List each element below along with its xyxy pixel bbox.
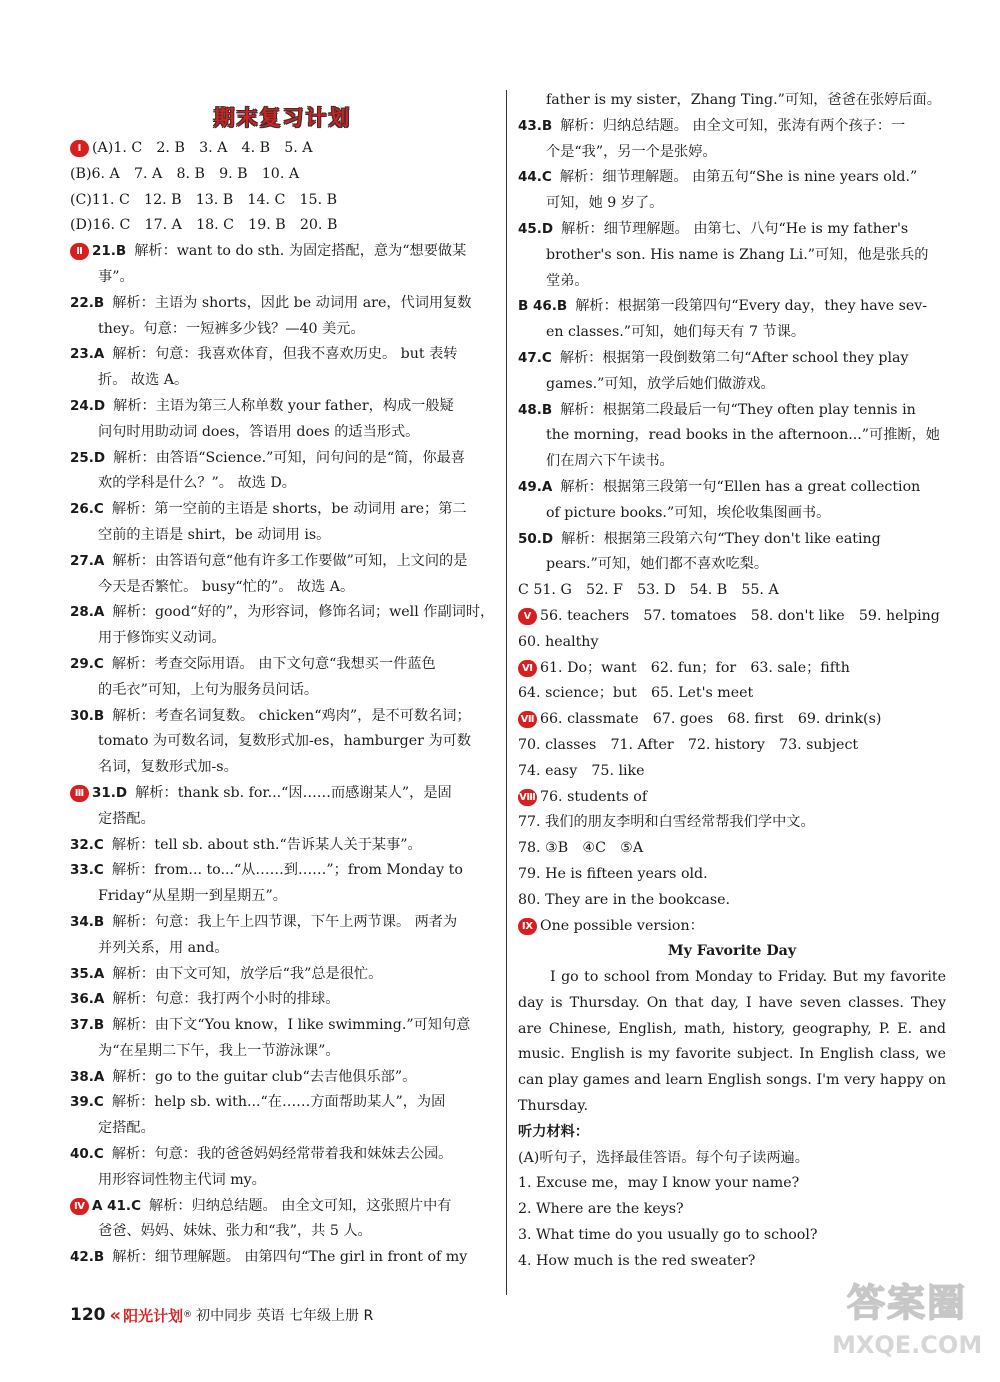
answer-letter: A — [93, 604, 105, 621]
answer-letter: A — [93, 346, 105, 363]
explanation-text: 解析：细节理解题。 由第四句“The girl in front of my — [112, 1249, 468, 1266]
question-number: 31. — [92, 784, 116, 801]
answer-letter: B — [93, 1017, 105, 1034]
answer-line — [70, 549, 495, 575]
line-text: en classes.”可知，她们每天有 7 节课。 — [546, 324, 806, 341]
page-footer — [70, 1300, 373, 1330]
question-number: 21. — [92, 243, 116, 260]
book-info: 初中同步 英语 七年级上册 R — [196, 1308, 374, 1324]
line-text: 个是“我”，另一个是张婷。 — [546, 143, 717, 160]
line-text: tomato 为可数名词，复数形式加-es，hamburger 为可数 — [98, 733, 472, 750]
question-number: 49. — [518, 478, 542, 495]
answer-continuation — [70, 317, 495, 343]
line-text: 折。 故选 A。 — [98, 372, 189, 389]
answer-line — [70, 1090, 495, 1116]
answer-line — [70, 962, 495, 988]
line-text: (D)16. C 17. A 18. C 19. B 20. B — [70, 217, 338, 234]
explanation-text: 解析：第一空前的主语是 shorts，be 动词用 are；第二 — [111, 501, 467, 518]
line-text: 74. easy 75. like — [518, 762, 645, 779]
answer-letter: D — [93, 397, 106, 414]
explanation-text: 解析：句意：我上午上四节课，下午上两节课。 两者为 — [112, 913, 458, 930]
question-number: 50. — [518, 530, 542, 547]
answer-continuation — [70, 1219, 495, 1245]
line-text: Friday“从星期一到星期五”。 — [98, 888, 287, 905]
explanation-text: 解析：help sb. with...“在……方面帮助某人”，为固 — [111, 1094, 446, 1111]
line-text: 爸爸、妈妈、妹妹、张力和“我”，共 5 人。 — [98, 1223, 372, 1240]
section-badge: Ⅰ — [70, 140, 89, 157]
question-number: A 41. — [92, 1197, 132, 1214]
answer-line — [518, 217, 946, 243]
question-number: 48. — [518, 401, 542, 418]
watermark-en: MXQE.COM — [832, 1331, 983, 1359]
section-badge: Ⅴ — [518, 608, 537, 625]
answer-letter: A — [93, 991, 105, 1008]
answer-line — [70, 1245, 495, 1271]
explanation-text: 解析：考查交际用语。 由下文句意“我想买一件蓝色 — [111, 655, 436, 672]
answer-continuation — [518, 372, 946, 398]
answer-line — [70, 833, 495, 859]
essay-body: I go to school from Monday to Friday. But my favorite day is Thursday. On that day, I have seven classes. They are Chinese, English, math, history, geography, P. E. and music. English is my favorite subject. In English class, we can play games and learn English songs. I'm very happy on Thursday. — [518, 969, 946, 1115]
explanation-text: 解析：由下文可知，放学后“我”总是很忙。 — [112, 965, 383, 982]
answer-continuation — [70, 729, 495, 755]
listening-item: 4. How much is the red sweater? — [518, 1252, 756, 1269]
line-text: 66. classmate 67. goes 68. first 69. drink(s) — [540, 711, 882, 728]
answer-letter: B — [541, 401, 553, 418]
line-text: 61. Do；want 62. fun；for 63. sale；fifth — [540, 659, 850, 676]
explanation-text: 解析：主语为第三人称单数 your father，构成一般疑 — [113, 397, 454, 414]
answer-line — [70, 652, 495, 678]
answer-continuation — [518, 552, 946, 578]
explanation-text: 解析：thank sb. for...“因……而感谢某人”，是固 — [135, 784, 452, 801]
answer-line — [70, 446, 495, 472]
answer-letter: C — [93, 836, 104, 853]
answer-line — [518, 914, 946, 940]
line-text: (B)6. A 7. A 8. B 9. B 10. A — [70, 165, 300, 182]
explanation-text: 解析：good“好的”，为形容词，修饰名词；well 作副词时， — [112, 604, 495, 621]
answer-line — [518, 810, 946, 836]
line-text: (C)11. C 12. B 13. B 14. C 15. B — [70, 191, 338, 208]
explanation-text: 解析：由下文“You know，I like swimming.”可知句意 — [112, 1017, 471, 1034]
line-text: 今天是否繁忙。 busy“忙的”。 故选 A。 — [98, 578, 355, 595]
explanation-text: 解析：from... to...“从……到……”；from Monday to — [111, 862, 463, 879]
listening-item: 3. What time do you usually go to school? — [518, 1227, 818, 1244]
question-number: 34. — [70, 913, 94, 930]
answer-continuation — [70, 523, 495, 549]
question-number: 32. — [70, 836, 94, 853]
answer-continuation — [70, 420, 495, 446]
answer-letter: D — [541, 220, 554, 237]
line-text: 定搭配。 — [98, 1120, 155, 1137]
answer-line — [70, 291, 495, 317]
answer-letter: C — [93, 655, 104, 672]
answer-line — [70, 1142, 495, 1168]
line-text: 76. students of — [540, 788, 648, 805]
answer-continuation — [518, 501, 946, 527]
answer-line — [518, 862, 946, 888]
answer-line — [70, 1194, 495, 1220]
line-text: pears.”可知，她们都不喜欢吃梨。 — [546, 556, 769, 573]
right-answer-list — [518, 88, 946, 939]
question-number: 29. — [70, 655, 94, 672]
answer-continuation — [518, 320, 946, 346]
line-text: C 51. G 52. F 53. D 54. B 55. A — [518, 582, 779, 599]
explanation-text: 解析：归纳总结题。 由全文可知，这张照片中有 — [149, 1197, 452, 1214]
explanation-text: 解析：根据第一段倒数第二句“After school they play — [559, 349, 909, 366]
explanation-text: 解析：tell sb. about sth.“告诉某人关于某事”。 — [111, 836, 422, 853]
line-text: 们在周六下午读书。 — [546, 453, 674, 470]
line-text: 欢的学科是什么？”。 故选 D。 — [98, 475, 296, 492]
explanation-text: 解析：根据第二段最后一句“They often play tennis in — [560, 401, 916, 418]
answer-continuation — [70, 755, 495, 781]
column-divider — [506, 90, 507, 1295]
answer-line — [70, 239, 495, 265]
answer-letter: C — [93, 862, 104, 879]
answer-line — [518, 346, 946, 372]
watermark-cn: 答案圈 — [846, 1281, 967, 1325]
section-badge: Ⅲ — [70, 785, 89, 802]
line-text: 79. He is fifteen years old. — [518, 865, 708, 882]
answer-letter: D — [541, 530, 554, 547]
explanation-text: 解析：由答语“Science.”可知，问句问的是“简，你最喜 — [113, 449, 466, 466]
line-text: 的毛衣”可知，上句为服务员问话。 — [98, 681, 319, 698]
answer-continuation — [70, 936, 495, 962]
answer-line — [70, 497, 495, 523]
line-text: brother's son. His name is Zhang Li.”可知，他是张兵的 — [546, 246, 929, 263]
answer-line — [70, 394, 495, 420]
answer-letter: C — [93, 501, 104, 518]
explanation-text: 解析：主语为 shorts，因此 be 动词用 are，代词用复数 — [112, 294, 472, 311]
essay-title: My Favorite Day — [667, 943, 797, 960]
line-text: games.”可知，放学后她们做游戏。 — [546, 375, 775, 392]
explanation-text: 解析：细节理解题。 由第七、八句“He is my father's — [561, 220, 909, 237]
answer-continuation — [70, 368, 495, 394]
explanation-text: 解析：归纳总结题。 由全文可知，张涛有两个孩子：一 — [560, 117, 906, 134]
answer-continuation — [70, 471, 495, 497]
section-badge: Ⅷ — [518, 789, 537, 806]
answer-continuation — [70, 807, 495, 833]
line-text: 并列关系，用 and。 — [98, 939, 229, 956]
answer-line — [518, 294, 946, 320]
question-number: 40. — [70, 1146, 94, 1163]
question-number: 26. — [70, 501, 94, 518]
left-column — [70, 92, 495, 1271]
answer-line — [70, 136, 495, 162]
answer-line — [518, 888, 946, 914]
answer-continuation — [70, 626, 495, 652]
answer-line — [70, 162, 495, 188]
section-badge: Ⅸ — [518, 918, 537, 935]
answer-letter: C — [541, 169, 552, 186]
answer-line — [518, 398, 946, 424]
question-number: 23. — [70, 346, 94, 363]
answer-continuation — [518, 191, 946, 217]
explanation-text: 解析：由答语句意“他有许多工作要做”可知，上文问的是 — [112, 552, 468, 569]
explanation-text: 解析：根据第三段第六句“They don't like eating — [561, 530, 881, 547]
answer-continuation — [518, 243, 946, 269]
question-number: 36. — [70, 991, 94, 1008]
answer-line — [70, 342, 495, 368]
explanation-text: 解析：go to the guitar club“去吉他俱乐部”。 — [112, 1068, 417, 1085]
line-text: (A)1. C 2. B 3. A 4. B 5. A — [92, 140, 313, 156]
answer-letter: B — [115, 243, 127, 260]
page-number: 120 — [70, 1305, 106, 1325]
answer-letter: A — [93, 1068, 105, 1085]
listening-items — [518, 1171, 946, 1274]
answer-letter: B — [93, 1249, 105, 1266]
explanation-text: 解析：句意：我的爸爸妈妈经常带着我和妹妹去公园。 — [111, 1146, 453, 1163]
answer-line — [518, 578, 946, 604]
answer-continuation — [70, 1116, 495, 1142]
question-number: B 46. — [518, 298, 557, 315]
question-number: 25. — [70, 449, 94, 466]
line-text: 56. teachers 57. tomatoes 58. don't like 59. helping — [540, 607, 940, 624]
answer-letter: A — [93, 552, 105, 569]
line-text: 78. ③B ④C ⑤A — [518, 840, 644, 857]
line-text: father is my sister，Zhang Ting.”可知，爸爸在张婷后面。 — [546, 92, 941, 108]
answer-line — [518, 836, 946, 862]
explanation-text: 解析：句意：我打两个小时的排球。 — [112, 991, 340, 1008]
line-text: 为“在星期二下午，我上一节游泳课”。 — [98, 1042, 340, 1059]
answer-line — [70, 987, 495, 1013]
question-number: 44. — [518, 169, 542, 186]
line-text: 堂弟。 — [546, 272, 589, 289]
answer-line — [70, 1065, 495, 1091]
answer-continuation — [70, 678, 495, 704]
answer-line — [70, 213, 495, 239]
line-text: 80. They are in the bookcase. — [518, 891, 731, 908]
question-number: 35. — [70, 965, 94, 982]
line-text: 事”。 — [98, 268, 134, 285]
explanation-text: 解析：细节理解题。 由第五句“She is nine years old.” — [559, 169, 918, 186]
answer-continuation — [70, 884, 495, 910]
explanation-text: 解析：句意：我喜欢体育，但我不喜欢历史。 but 表转 — [112, 346, 458, 363]
section-badge: Ⅳ — [70, 1198, 89, 1215]
answer-letter: B — [93, 913, 105, 930]
line-text: they。句意：一短裤多少钱？—40 美元。 — [98, 320, 365, 337]
watermark-logo — [832, 1272, 982, 1372]
answer-letter: D — [115, 784, 128, 801]
question-number: 28. — [70, 604, 94, 621]
answer-line — [70, 600, 495, 626]
answer-continuation — [518, 423, 946, 449]
answer-line — [518, 630, 946, 656]
explanation-text: 解析：根据第一段第四句“Every day，they have sev- — [575, 298, 928, 315]
answer-letter: B — [541, 117, 553, 134]
line-text: 可知，她 9 岁了。 — [546, 195, 664, 212]
answer-continuation — [518, 269, 946, 295]
section-title: 期末复习计划 — [213, 106, 352, 130]
answer-line — [518, 681, 946, 707]
listening-instruction: (A)听句子，选择最佳答语。每个句子读两遍。 — [518, 1149, 809, 1166]
line-text: 用于修饰实义动词。 — [98, 630, 226, 647]
answer-letter: C — [131, 1197, 141, 1214]
question-number: 37. — [70, 1017, 94, 1034]
listening-heading: 听力材料： — [518, 1123, 589, 1140]
answer-letter: B — [556, 298, 568, 315]
answer-line — [518, 604, 946, 630]
answer-continuation — [70, 1168, 495, 1194]
section-badge: Ⅱ — [70, 243, 89, 260]
answer-line — [518, 475, 946, 501]
question-number: 43. — [518, 117, 542, 134]
listening-item: 2. Where are the keys? — [518, 1201, 684, 1218]
answer-continuation — [70, 1039, 495, 1065]
answer-line — [70, 1013, 495, 1039]
answer-continuation — [70, 575, 495, 601]
answer-letter: A — [93, 965, 105, 982]
line-text: 60. healthy — [518, 633, 599, 650]
question-number: 24. — [70, 397, 94, 414]
question-number: 22. — [70, 294, 94, 311]
right-column — [518, 88, 946, 1275]
answer-continuation — [70, 265, 495, 291]
answer-line — [518, 656, 946, 682]
line-text: 定搭配。 — [98, 810, 155, 827]
answer-line — [518, 114, 946, 140]
line-text: 空前的主语是 shirt，be 动词用 is。 — [98, 526, 331, 543]
brand-name: 阳光计划 — [123, 1306, 184, 1325]
question-number: 27. — [70, 552, 94, 569]
answer-letter: C — [93, 1146, 104, 1163]
answer-line — [518, 527, 946, 553]
answer-continuation — [518, 140, 946, 166]
answer-line — [70, 910, 495, 936]
answer-line — [518, 759, 946, 785]
question-number: 33. — [70, 862, 94, 879]
answer-letter: B — [93, 294, 105, 311]
question-number: 39. — [70, 1094, 94, 1111]
answer-line — [518, 785, 946, 811]
left-answer-list — [70, 136, 495, 1271]
explanation-text: 解析：want to do sth. 为固定搭配，意为“想要做某 — [134, 243, 467, 260]
answer-line — [70, 781, 495, 807]
line-text: 问句时用助动词 does，答语用 does 的适当形式。 — [98, 423, 420, 440]
question-number: 45. — [518, 220, 542, 237]
question-number: 47. — [518, 349, 542, 366]
answer-letter: C — [93, 1094, 104, 1111]
line-text: 70. classes 71. After 72. history 73. subject — [518, 736, 859, 753]
answer-line — [70, 704, 495, 730]
answer-letter: D — [93, 449, 106, 466]
answer-line — [518, 733, 946, 759]
listening-item: 1. Excuse me，may I know your name? — [518, 1175, 800, 1192]
line-text: 用形容词性物主代词 my。 — [98, 1171, 266, 1188]
answer-continuation — [518, 88, 946, 114]
line-text: the morning，read books in the afternoon...”可推断，她 — [546, 427, 940, 444]
section-badge: Ⅵ — [518, 660, 537, 677]
line-text: 77. 我们的朋友李明和白雪经常帮我们学中文。 — [518, 814, 815, 831]
answer-letter: B — [93, 707, 105, 724]
answer-letter: C — [541, 349, 552, 366]
answer-line — [518, 707, 946, 733]
explanation-text: 解析：考查名词复数。 chicken“鸡肉”，是不可数名词； — [112, 707, 471, 724]
line-text: 名词，复数形式加-s。 — [98, 759, 238, 776]
question-number: 42. — [70, 1249, 94, 1266]
registered-mark: ® — [183, 1310, 193, 1320]
section-badge: Ⅶ — [518, 711, 537, 728]
answer-line — [518, 165, 946, 191]
answer-letter: A — [541, 478, 553, 495]
question-number: 38. — [70, 1068, 94, 1085]
answer-line — [70, 858, 495, 884]
explanation-text: 解析：根据第三段第一句“Ellen has a great collection — [560, 478, 921, 495]
chevron-icon: « — [109, 1304, 122, 1326]
answer-line — [70, 188, 495, 214]
question-number: 30. — [70, 707, 94, 724]
line-text: of picture books.”可知，埃伦收集图画书。 — [546, 504, 831, 521]
answer-continuation — [518, 449, 946, 475]
line-text: One possible version： — [540, 917, 704, 934]
line-text: 64. science；but 65. Let's meet — [518, 685, 754, 702]
